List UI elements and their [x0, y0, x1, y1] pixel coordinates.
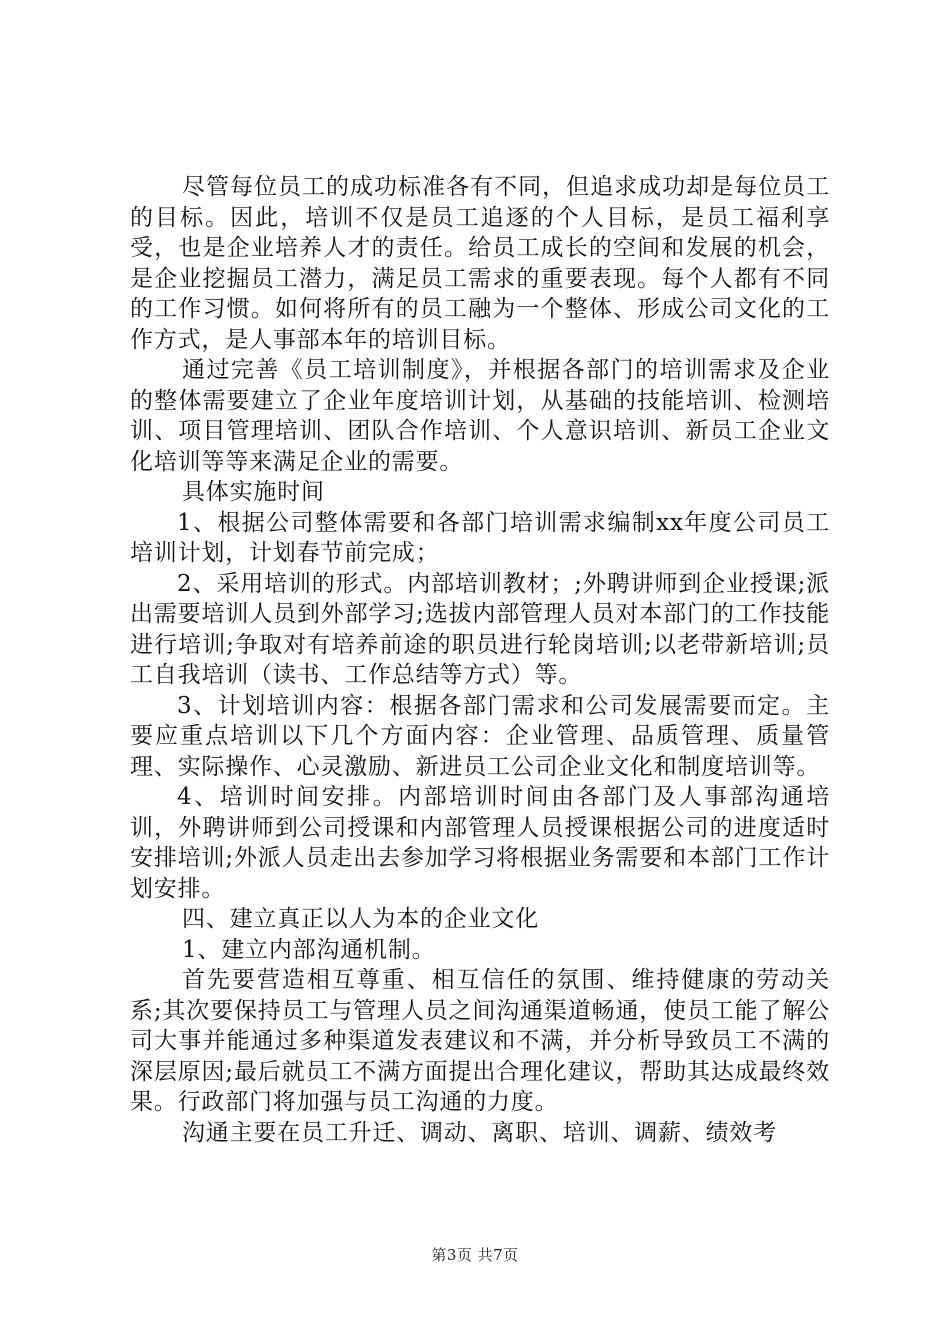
paragraph-training-plan: 通过完善《员工培训制度》，并根据各部门的培训需求及企业的整体需要建立了企业年度培训计划，从基础的技能培训、检测培训、项目管理培训、团队合作培训、个人意识培训、新员工企业文化培训等等来满足企业的需要。: [130, 357, 830, 475]
paragraph-communication: 首先要营造相互尊重、相互信任的氛围、维持健康的劳动关系;其次要保持员工与管理人员之间沟通渠道畅通，使员工能了解公司大事并能通过多种渠道发表建议和不满，并分析导致员工不满的深层原因;最后就员工不满方面提出合理化建议，帮助其达成最终效果。行政部门将加强与员工沟通的力度。: [130, 967, 830, 1115]
heading-implementation-time: 具体实施时间: [182, 479, 325, 505]
paragraph-item-4: 4、培训时间安排。内部培训时间由各部门及人事部沟通培训，外聘讲师到公司授课和内部管理人员授课根据公司的进度适时安排培训;外派人员走出去参加学习将根据业务需要和本部门工作计划安排。: [130, 784, 830, 902]
paragraph-item-1: 1、根据公司整体需要和各部门培训需求编制xx年度公司员工培训计划，计划春节前完成；: [130, 509, 830, 566]
subheading-communication: 1、建立内部沟通机制。: [182, 936, 436, 963]
paragraph-item-2: 2、采用培训的形式。内部培训教材；;外聘讲师到企业授课;派出需要培训人员到外部学习;选拔内部管理人员对本部门的工作技能进行培训;争取对有培养前途的职员进行轮岗培训;以老带新培训;员工自我培训（读书、工作总结等方式）等。: [130, 570, 830, 688]
paragraph-communication-scope: 沟通主要在员工升迁、调动、离职、培训、调薪、绩效考: [182, 1119, 777, 1146]
paragraph-item-3: 3、计划培训内容：根据各部门需求和公司发展需要而定。主要应重点培训以下几个方面内容：企业管理、品质管理、质量管理、实际操作、心灵激励、新进员工公司企业文化和制度培训等。: [130, 692, 830, 780]
document-body: [130, 172, 830, 1148]
page-indicator: 第3页 共7页: [431, 1246, 519, 1264]
paragraph-training-goal: 尽管每位员工的成功标准各有不同，但追求成功却是每位员工的目标。因此，培训不仅是员工追逐的个人目标，是员工福利享受，也是企业培养人才的责任。给员工成长的空间和发展的机会，是企业挖掘员工潜力，满足员工需求的重要表现。每个人都有不同的工作习惯。如何将所有的员工融为一个整体、形成公司文化的工作方式，是人事部本年的培训目标。: [130, 174, 830, 353]
section-heading-culture: 四、建立真正以人为本的企业文化: [182, 906, 539, 932]
